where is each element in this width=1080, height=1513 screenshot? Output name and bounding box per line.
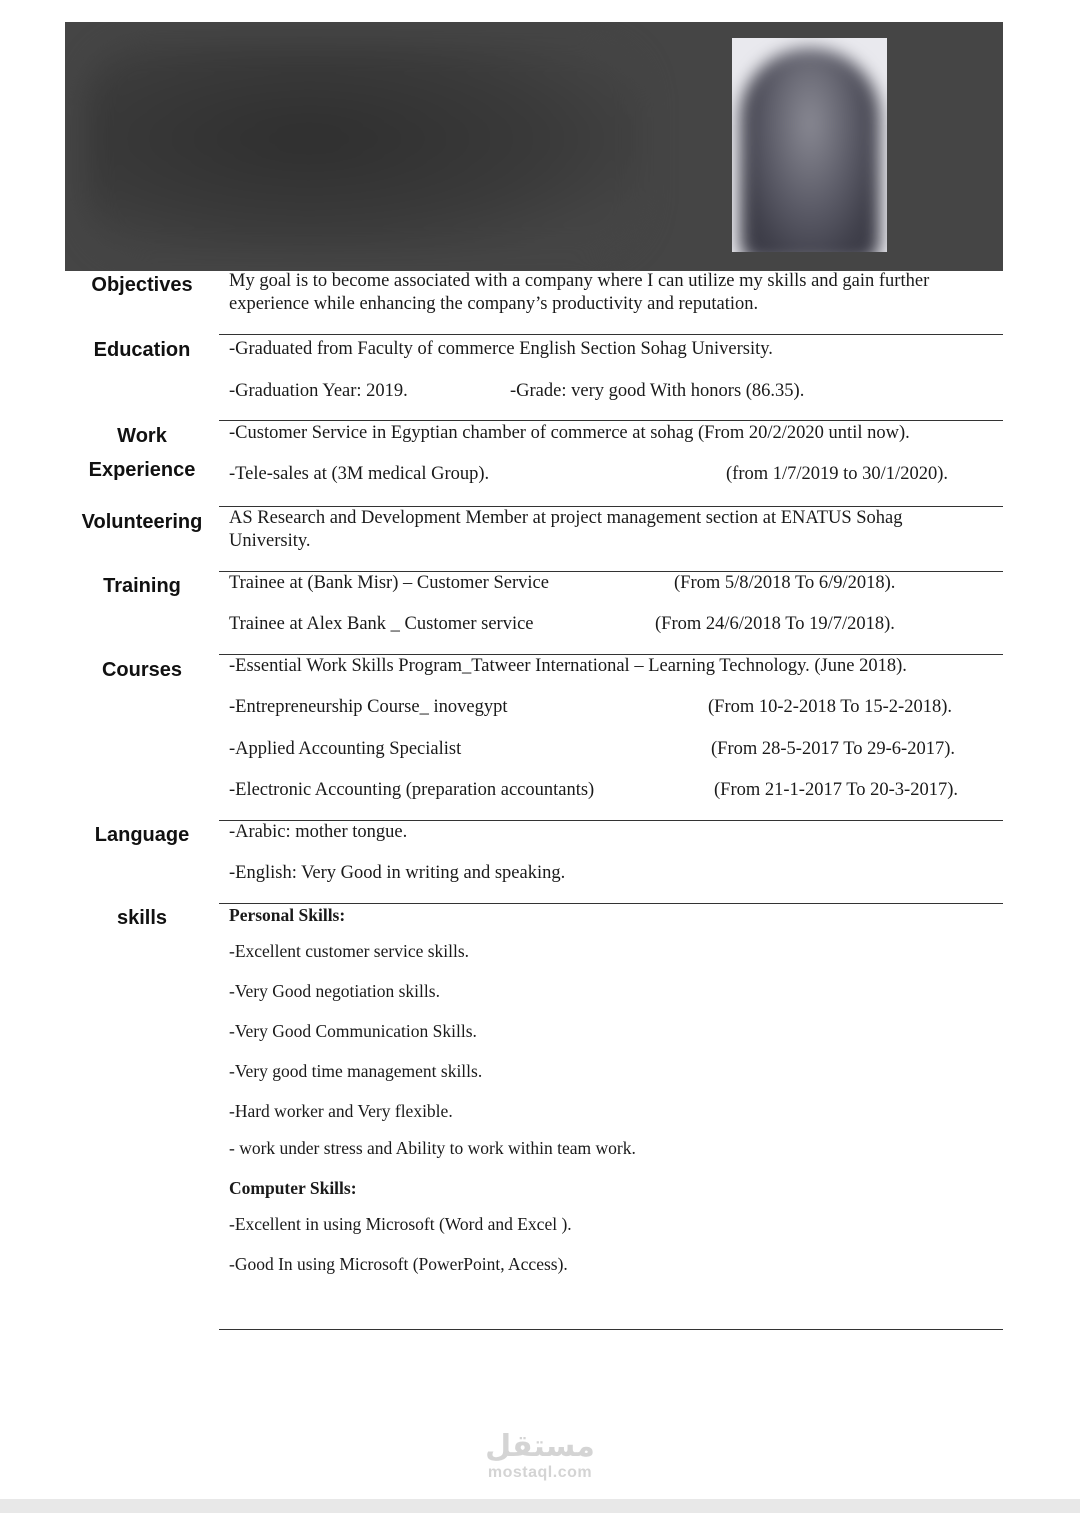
personal-skill-item: -Very Good Communication Skills. [229,1021,477,1041]
education-year: -Graduation Year: 2019. [229,381,408,401]
computer-skill-item: -Good In using Microsoft (PowerPoint, Access). [229,1254,568,1274]
course-item-2: -Entrepreneurship Course_ inovegypt [229,697,508,717]
section-label-courses: Courses [101,659,183,681]
training-item-2-dates: (From 24/6/2018 To 19/7/2018). [655,614,895,634]
section-label-skills: skills [116,907,168,929]
personal-skill-item: -Very good time management skills. [229,1061,483,1081]
course-item-4-dates: (From 21-1-2017 To 20-3-2017). [714,780,958,800]
section-label-work: Work [117,425,167,447]
personal-skill-item: -Hard worker and Very flexible. [229,1101,453,1121]
section-label-training: Training [103,575,181,597]
personal-skill-item: - work under stress and Ability to work within team work. [229,1138,636,1158]
mostaql-watermark [470,1430,610,1482]
section-label-language: Language [94,824,190,846]
blurred-name-block [85,42,645,257]
training-item-1: Trainee at (Bank Misr) – Customer Service [229,573,549,593]
volunteering-line-1: AS Research and Development Member at project management section at ENATUS Sohag [229,508,903,528]
divider [219,334,1003,335]
personal-skill-item: -Very Good negotiation skills. [229,981,440,1001]
watermark-latin: mostaql.com [487,1464,593,1481]
education-grade: -Grade: very good With honors (86.35). [510,381,805,401]
volunteering-line-2: University. [229,531,311,551]
computer-skill-item: -Excellent in using Microsoft (Word and Excel ). [229,1214,572,1234]
course-item-4: -Electronic Accounting (preparation accountants) [229,780,595,800]
course-item-2-dates: (From 10-2-2018 To 15-2-2018). [708,697,952,717]
personal-skill-item: -Excellent customer service skills. [229,941,470,961]
course-item-3: -Applied Accounting Specialist [229,739,462,759]
personal-skills-heading: Personal Skills: [229,905,346,925]
objectives-line-2: experience while enhancing the company’s productivity and reputation. [229,294,759,314]
training-item-2: Trainee at Alex Bank _ Customer service [229,614,534,634]
course-item-1: -Essential Work Skills Program_Tatweer International – Learning Technology. (June 2018). [229,656,907,676]
computer-skills-heading: Computer Skills: [229,1178,357,1198]
work-job-2-dates: (from 1/7/2019 to 30/1/2020). [726,464,948,484]
section-label-volunteering: Volunteering [81,511,203,533]
profile-photo [732,38,887,252]
watermark-arabic: مستقل [485,1429,595,1464]
training-item-1-dates: (From 5/8/2018 To 6/9/2018). [674,573,896,593]
work-job-2: -Tele-sales at (3M medical Group). [229,464,490,484]
header-banner [65,22,1003,271]
section-label-objectives: Objectives [91,274,193,296]
language-arabic: -Arabic: mother tongue. [229,822,408,842]
objectives-line-1: My goal is to become associated with a company where I can utilize my skills and gain further [229,271,930,291]
section-label-education: Education [93,339,191,361]
blurred-portrait [740,48,880,252]
divider [219,1329,1003,1330]
work-job-1: -Customer Service in Egyptian chamber of commerce at sohag (From 20/2/2020 until now). [229,423,910,443]
divider [219,420,1003,421]
language-english: -English: Very Good in writing and speaking. [229,863,566,883]
education-degree: -Graduated from Faculty of commerce English Section Sohag University. [229,339,773,359]
page-bottom-bar [0,1499,1080,1513]
section-label-experience: Experience [88,459,196,481]
course-item-3-dates: (From 28-5-2017 To 29-6-2017). [711,739,955,759]
